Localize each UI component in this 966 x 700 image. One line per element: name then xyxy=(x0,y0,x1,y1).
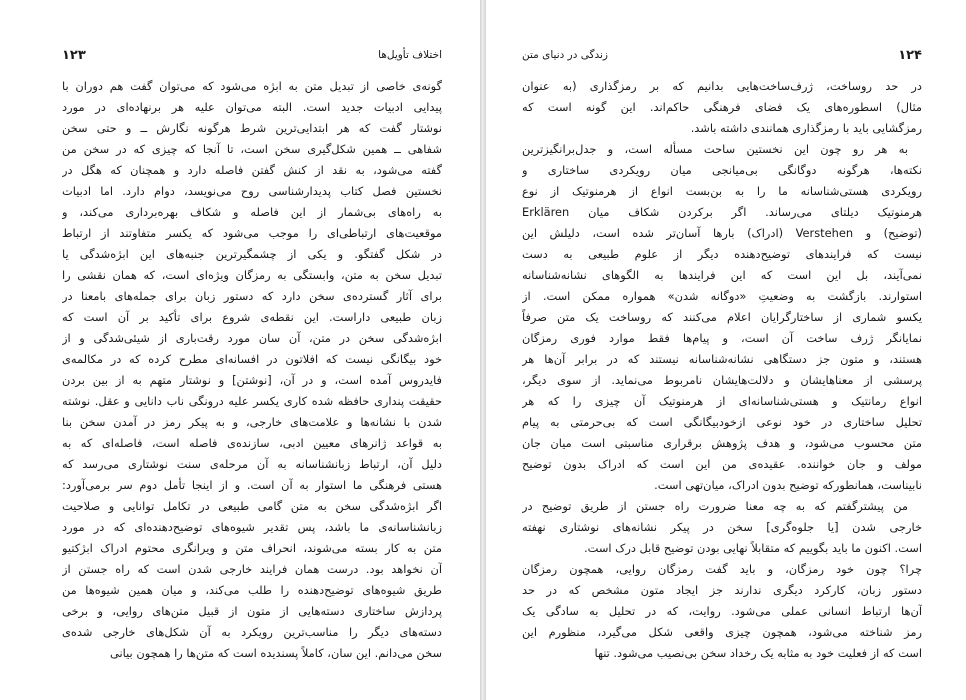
text-line: متن به کار بسته می‌شوند، انحراف متن و ویرانگری محتوم ادراک ابژکتیو xyxy=(62,541,442,555)
left-page-number: ۱۲۳ xyxy=(62,47,86,63)
text-line: شفاهی ــ همین شکل‌گیری سخن است، تا آنجا که چیزی که در سخن من xyxy=(62,142,442,156)
text-line: حقیقت پنداری حافظه شده کاری یکسر علیه درونگی ناب دانایی و عقل. نوشته xyxy=(62,394,442,408)
text-line: به راه‌های بی‌شمار از این فاصله و شکاف بهره‌برداری می‌کند، و xyxy=(62,205,442,219)
text-line: دسته‌های دیگر را مناسب‌ترین رویکرد به آن شکل‌های خارجی شده‌ی xyxy=(62,625,442,639)
text-line: تبدیل سخن به متن، وابستگی به رمزگان ویژه‌ای است، که همان نقشی را xyxy=(62,268,442,282)
text-line: پرسشی از معناهایشان و دلالت‌هایشان نامربوط می‌نماید. از سوی دیگر، xyxy=(522,373,922,387)
text-line: خود بیگانگی نیست که افلاتون در افسانه‌ای مطرح کرده که در مکالمه‌ی xyxy=(62,352,442,366)
text-line: موقعیت‌های ارتباطی‌ای را موجب می‌شود که یکسر متفاوتند از ارتباط xyxy=(62,226,442,240)
text-line: سخن می‌دانم. این سان، کاملاً پسندیده است که متن‌ها را همچون بیانی xyxy=(109,646,442,660)
text-line: هرمنوتیک دیلتای می‌رساند. اگر برکردن شکاف میان Erklären xyxy=(522,205,922,219)
text-line: به هر رو چون این نخستین ساحت مسأله است، و جدل‌برانگیزترین xyxy=(522,142,908,156)
text-line: نابیناست، همانطورکه توضیح بدون ادراک، میان‌تهی است. xyxy=(654,478,922,492)
text-line: متن محسوب می‌شود، و هدف پژوهش برقراری مناسبتی است میان جان xyxy=(522,436,922,450)
text-line: یکسو شماری از ساختارگرایان اعلام می‌کنند که روساخت یک متن صرفاً xyxy=(522,310,922,324)
text-line: چرا؟ چون خود رمزگان، و باید گفت رمزگان روایی، همچون رمزگان xyxy=(522,562,922,576)
text-line: است که از فعلیت خود به مثابه یک رخداد سخن بی‌نصیب می‌شود. تنها xyxy=(594,646,922,660)
text-line: فایدروس آمده است، و در آن، [نوشتن] و نوشتار متهم به از بین بردن xyxy=(62,373,442,387)
right-page-number: ۱۲۴ xyxy=(898,47,922,63)
text-line: دستور زبان، کارکرد دیگری ندارند جز ایجاد متون مشخص که در حد xyxy=(522,583,922,597)
left-page-header xyxy=(62,44,442,66)
right-page-running-title: زندگی در دنیای متن xyxy=(522,49,608,61)
text-line: نکته‌ها، هرگونه دوگانگی بی‌میانجی میان رویکردی ساختاری و xyxy=(522,163,922,177)
text-line: در حد روساخت، ژرف‌ساخت‌هایی بدانیم که بر رمزگذاری (به عنوان xyxy=(522,79,922,93)
text-line: در شکل گفتگو. و یکی از چشمگیرترین جنبه‌های این ابژه‌شدگی یا xyxy=(62,247,442,261)
text-line: اگر ابژه‌شدگی سخن به متن گامی طبیعی در تکامل توانایی و صلاحیت xyxy=(62,499,442,513)
text-line: پردازش ساختاری دسته‌هایی از متون از قبیل متن‌های روایی، و برخی xyxy=(62,604,442,618)
text-line: خارجی شدن [یا جلوه‌گری] سخن در پیکر نشانه‌های نوشتاری نهفته xyxy=(522,520,922,534)
text-line: مولف و جان خواننده. عقیده‌ی من این است که ادراک بدون توضیح xyxy=(522,457,922,471)
text-line: نمی‌آیند، بل این است که این فرایندها به الگوهای نشانه‌شناسانه xyxy=(522,268,922,282)
text-line: است. اکنون ما باید بگوییم که متقابلاً نهایی بودن توضیح قابل درک است. xyxy=(584,541,922,555)
text-line: نمایانگر ژرف ساخت آن است، و پیام‌ها فقط موارد فوری رمزگان xyxy=(522,331,922,345)
right-page xyxy=(486,0,966,700)
text-line: گفته می‌شود، به نقد از کنش گفتن فاصله دارد و همچنان که هگل در xyxy=(62,163,442,177)
text-line: طریق شیوه‌های توضیح‌دهنده را طلب می‌کند، و میان همین شیوه‌ها من xyxy=(62,583,442,597)
text-line: رمزگشایی باید با رمزگذاری همانندی داشته باشد. xyxy=(690,121,922,135)
text-line: تحلیل ساختاری در خود نوعی ازخودبیگانگی است که بی‌حرمتی به پیام xyxy=(522,415,922,429)
text-line: رویکردی هستی‌شناسانه ما را به بن‌بست انواع از هرمنوتیک از نوع xyxy=(522,184,922,198)
text-line: زبانشناسانه‌ی ما باشد، پس تقدیر شیوه‌های توضیح‌دهنده‌ای که در مورد xyxy=(62,520,442,534)
text-line: انواع رمانتیک و هستی‌شناسانه‌ای از هرمنوتیک آن چیزی را که هر xyxy=(522,394,922,408)
left-page xyxy=(0,0,480,700)
text-line: مثال) اسطوره‌های یک فضای فرهنگی حاکم‌اند. این گونه است که xyxy=(522,100,922,114)
text-line: (توضیح) و Verstehen (ادراک) بارها آسان‌تر شده است، دلیلش این xyxy=(522,226,922,240)
text-line: نخستین فصل کتاب پدیدارشناسی روح می‌نویسد، دوام دارد. اما ادبیات xyxy=(62,184,442,198)
text-line: نیست که فرایندهای توضیح‌دهنده دیگر از علوم طبیعی به دست xyxy=(522,247,922,261)
text-line: آن نخواهد بود. درست همان فرایند خارجی شدن است که راه جستن از xyxy=(62,562,442,576)
text-line: شدن با نشانه‌ها و علامت‌های خارجی، و به پیکر رمز در آمدن سخن بنا xyxy=(62,415,442,429)
text-line: آن‌ها ارتباط انسانی عملی می‌شود. روایت، که در تحلیل به سادگی یک xyxy=(522,604,922,618)
text-line: برای آثار گسترده‌ی سخن دارد که دستور زبان برای جمله‌های بامعنا در xyxy=(62,289,442,303)
text-line: دلیل آن، ارتباط زبانشناسانه به آن مرحله‌ی سنت نوشتاری می‌رسد که xyxy=(62,457,442,471)
right-page-body xyxy=(522,76,922,664)
text-line: به قواعد ژانرهای معیین ادبی، سازنده‌ی فاصله است، فاصله‌ای که به xyxy=(62,436,442,450)
text-line: نوشتار گفت که هر ابتدایی‌ترین شرط هرگونه نگارش ــ و حتی سخن xyxy=(62,121,442,135)
left-page-running-title: اختلاف تأویل‌ها xyxy=(378,49,442,61)
right-page-header xyxy=(522,44,922,66)
text-line: هستی فرهنگی ما استوار به آن است. و از اینجا تأمل دوم سر برمی‌آورد: xyxy=(62,478,442,492)
text-line: زبان طبیعی داراست. این نقطه‌ی شروع برای تأکید بر آن است که xyxy=(62,310,442,324)
text-line: استوارند. بازگشت به وضعیتِ «دوگانه شدن» همواره ممکن است. از xyxy=(522,289,922,303)
text-line: من پیشترگفتم که به چه معنا ضرورت راه جستن از طریق توضیح در xyxy=(522,499,908,513)
left-page-body xyxy=(62,76,442,664)
text-line: ابژه‌شدگی سخن در متن، آن سان مورد رقت‌باری از شیئی‌شدگی و از xyxy=(62,331,442,345)
text-line: هستند، و متون جز دستگاهی نشانه‌شناسانه نیستند که در برابر آن‌ها هر xyxy=(522,352,922,366)
text-line: گونه‌ی خاصی از تبدیل متن به ابژه می‌شود که می‌توان گفت هم دوران با xyxy=(62,79,442,93)
text-line: پیدایی ادبیات جدید است. البته می‌توان علیه هر برنهاده‌ای در مورد xyxy=(62,100,442,114)
text-line: رمز شناخته می‌شود، همچون چیزی واقعی شکل می‌گیرد، منظورم این xyxy=(522,625,922,639)
